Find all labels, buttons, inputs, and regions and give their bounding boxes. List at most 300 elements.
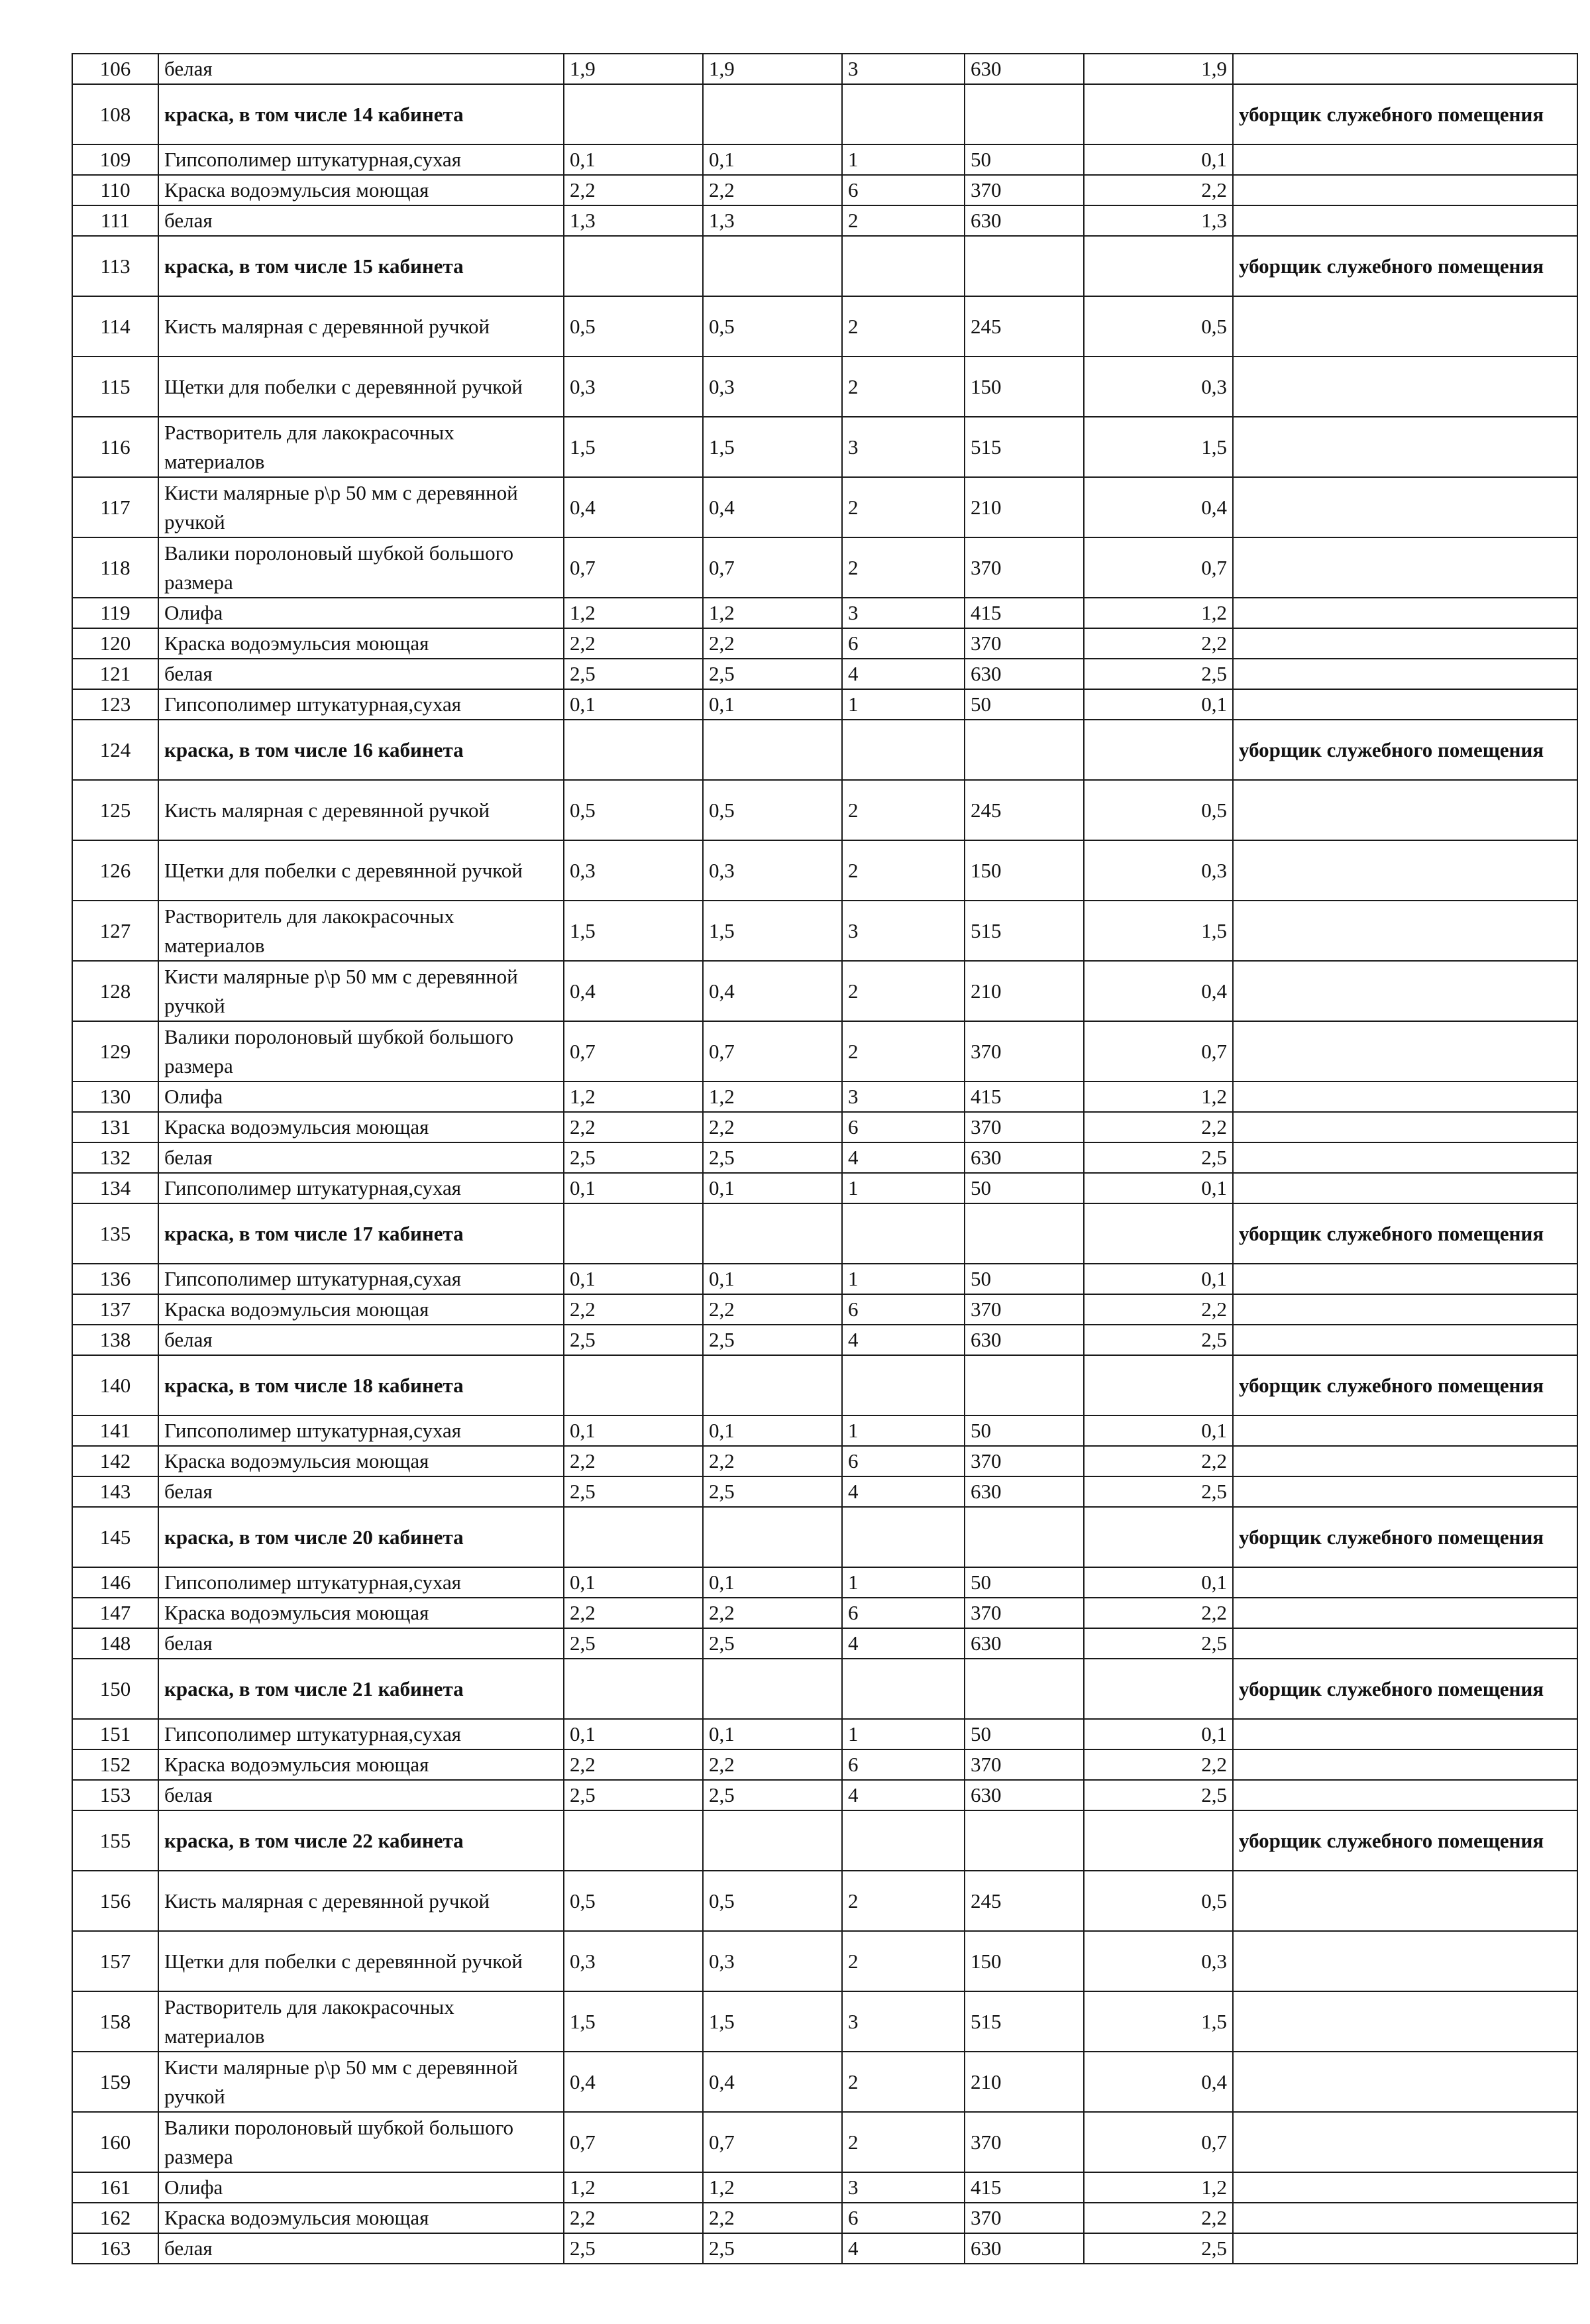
value-d-cell: 515 (965, 901, 1084, 961)
row-number-cell: 117 (72, 477, 158, 537)
value-c-cell: 2 (842, 2112, 965, 2172)
value-a-cell: 2,5 (564, 659, 703, 689)
table-row (72, 175, 1577, 205)
responsible-cell (1233, 144, 1577, 175)
value-c-cell: 2 (842, 961, 965, 1021)
value-e-cell: 2,5 (1084, 2233, 1233, 2264)
value-b-cell: 0,3 (703, 840, 842, 901)
value-b-cell: 0,1 (703, 1719, 842, 1749)
value-a-cell: 2,2 (564, 628, 703, 659)
row-number-cell: 146 (72, 1567, 158, 1598)
value-b-cell: 2,2 (703, 628, 842, 659)
value-c-cell: 2 (842, 537, 965, 598)
value-d-cell (965, 1507, 1084, 1567)
responsible-cell: уборщик служебного помещения (1233, 236, 1577, 296)
value-d-cell: 415 (965, 598, 1084, 628)
table-row (72, 1446, 1577, 1476)
row-number-cell: 135 (72, 1203, 158, 1264)
row-number-cell: 147 (72, 1598, 158, 1628)
value-d-cell: 515 (965, 1991, 1084, 2052)
value-c-cell: 2 (842, 205, 965, 236)
value-e-cell: 0,1 (1084, 1173, 1233, 1203)
value-b-cell: 0,4 (703, 477, 842, 537)
table-row (72, 2112, 1577, 2172)
value-e-cell: 2,5 (1084, 1476, 1233, 1507)
value-e-cell (1084, 1355, 1233, 1415)
value-a-cell: 0,1 (564, 1719, 703, 1749)
row-number-cell: 131 (72, 1112, 158, 1142)
value-b-cell: 0,7 (703, 537, 842, 598)
value-e-cell: 0,7 (1084, 537, 1233, 598)
value-d-cell: 50 (965, 1415, 1084, 1446)
table-row (72, 840, 1577, 901)
row-number-cell: 158 (72, 1991, 158, 2052)
row-number-cell: 161 (72, 2172, 158, 2203)
responsible-cell: уборщик служебного помещения (1233, 1203, 1577, 1264)
value-e-cell: 0,1 (1084, 689, 1233, 720)
value-b-cell: 2,5 (703, 1476, 842, 1507)
value-d-cell (965, 1659, 1084, 1719)
value-c-cell: 3 (842, 1991, 965, 2052)
responsible-cell (1233, 1415, 1577, 1446)
value-e-cell: 0,4 (1084, 961, 1233, 1021)
value-b-cell: 1,2 (703, 598, 842, 628)
value-b-cell: 1,3 (703, 205, 842, 236)
value-b-cell (703, 720, 842, 780)
value-e-cell (1084, 1507, 1233, 1567)
item-name-cell: Гипсополимер штукатурная,сухая (158, 689, 564, 720)
table-row (72, 1476, 1577, 1507)
value-d-cell: 370 (965, 1294, 1084, 1325)
row-number-cell: 140 (72, 1355, 158, 1415)
value-e-cell: 1,2 (1084, 1081, 1233, 1112)
table-row (72, 1081, 1577, 1112)
value-c-cell (842, 1355, 965, 1415)
responsible-cell (1233, 1325, 1577, 1355)
value-b-cell: 0,1 (703, 1173, 842, 1203)
responsible-cell (1233, 598, 1577, 628)
value-e-cell: 2,2 (1084, 628, 1233, 659)
value-a-cell (564, 720, 703, 780)
table-row (72, 54, 1577, 84)
table-row (72, 628, 1577, 659)
value-e-cell: 1,9 (1084, 54, 1233, 84)
item-name-cell: Растворитель для лакокрасочных материалов (158, 1991, 564, 2052)
value-e-cell: 1,2 (1084, 598, 1233, 628)
section-header-row (72, 1355, 1577, 1415)
value-a-cell: 2,5 (564, 1142, 703, 1173)
table-row (72, 1598, 1577, 1628)
value-c-cell: 2 (842, 477, 965, 537)
row-number-cell: 145 (72, 1507, 158, 1567)
table-row (72, 1628, 1577, 1659)
value-b-cell: 2,2 (703, 1112, 842, 1142)
value-a-cell: 1,5 (564, 1991, 703, 2052)
responsible-cell: уборщик служебного помещения (1233, 1659, 1577, 1719)
table-row (72, 1780, 1577, 1810)
value-d-cell: 630 (965, 205, 1084, 236)
value-c-cell: 6 (842, 628, 965, 659)
section-header-row (72, 1659, 1577, 1719)
value-d-cell: 50 (965, 1264, 1084, 1294)
item-name-cell: Краска водоэмульсия моющая (158, 1446, 564, 1476)
value-b-cell: 0,5 (703, 296, 842, 357)
value-b-cell: 2,5 (703, 659, 842, 689)
row-number-cell: 113 (72, 236, 158, 296)
value-e-cell: 2,2 (1084, 1446, 1233, 1476)
value-b-cell: 0,7 (703, 2112, 842, 2172)
row-number-cell: 119 (72, 598, 158, 628)
responsible-cell: уборщик служебного помещения (1233, 1507, 1577, 1567)
value-c-cell: 4 (842, 659, 965, 689)
value-c-cell: 2 (842, 780, 965, 840)
value-b-cell: 2,2 (703, 1446, 842, 1476)
value-e-cell: 0,4 (1084, 477, 1233, 537)
value-e-cell (1084, 1203, 1233, 1264)
responsible-cell (1233, 689, 1577, 720)
responsible-cell (1233, 357, 1577, 417)
table-row (72, 1294, 1577, 1325)
value-a-cell: 1,2 (564, 2172, 703, 2203)
value-c-cell: 2 (842, 840, 965, 901)
table-row (72, 1142, 1577, 1173)
value-c-cell: 4 (842, 2233, 965, 2264)
responsible-cell (1233, 1628, 1577, 1659)
value-b-cell: 2,2 (703, 175, 842, 205)
table-row (72, 144, 1577, 175)
value-c-cell: 2 (842, 2052, 965, 2112)
row-number-cell: 132 (72, 1142, 158, 1173)
item-name-cell: краска, в том числе 15 кабинета (158, 236, 564, 296)
item-name-cell: Кисти малярные р\р 50 мм с деревянной ручкой (158, 2052, 564, 2112)
value-d-cell: 50 (965, 1567, 1084, 1598)
value-e-cell: 0,1 (1084, 1719, 1233, 1749)
value-a-cell: 2,5 (564, 1780, 703, 1810)
value-b-cell: 0,5 (703, 780, 842, 840)
value-e-cell: 0,5 (1084, 780, 1233, 840)
row-number-cell: 130 (72, 1081, 158, 1112)
value-d-cell: 370 (965, 2203, 1084, 2233)
value-a-cell: 0,4 (564, 961, 703, 1021)
table-row (72, 1719, 1577, 1749)
value-b-cell: 1,2 (703, 2172, 842, 2203)
row-number-cell: 155 (72, 1810, 158, 1871)
value-e-cell: 2,5 (1084, 1142, 1233, 1173)
value-b-cell (703, 236, 842, 296)
value-d-cell: 630 (965, 1325, 1084, 1355)
value-e-cell (1084, 84, 1233, 144)
value-a-cell: 0,7 (564, 1021, 703, 1081)
item-name-cell: Олифа (158, 2172, 564, 2203)
value-b-cell: 2,2 (703, 1294, 842, 1325)
value-d-cell: 245 (965, 780, 1084, 840)
value-b-cell: 2,2 (703, 1598, 842, 1628)
value-b-cell: 2,5 (703, 1628, 842, 1659)
value-b-cell: 2,2 (703, 1749, 842, 1780)
value-c-cell (842, 84, 965, 144)
row-number-cell: 137 (72, 1294, 158, 1325)
table-body (72, 54, 1577, 2264)
value-d-cell: 150 (965, 840, 1084, 901)
value-c-cell: 3 (842, 54, 965, 84)
value-b-cell: 0,4 (703, 2052, 842, 2112)
value-a-cell: 1,9 (564, 54, 703, 84)
item-name-cell: Кисть малярная с деревянной ручкой (158, 1871, 564, 1931)
item-name-cell: Кисти малярные р\р 50 мм с деревянной ручкой (158, 961, 564, 1021)
responsible-cell (1233, 1294, 1577, 1325)
item-name-cell: Гипсополимер штукатурная,сухая (158, 1264, 564, 1294)
item-name-cell: белая (158, 54, 564, 84)
row-number-cell: 116 (72, 417, 158, 477)
value-e-cell: 1,5 (1084, 417, 1233, 477)
table-row (72, 961, 1577, 1021)
responsible-cell (1233, 1081, 1577, 1112)
value-e-cell: 0,1 (1084, 1264, 1233, 1294)
value-b-cell: 0,1 (703, 1264, 842, 1294)
value-e-cell (1084, 1810, 1233, 1871)
value-d-cell (965, 1810, 1084, 1871)
value-d-cell: 370 (965, 1598, 1084, 1628)
value-a-cell: 0,5 (564, 296, 703, 357)
value-c-cell: 3 (842, 1081, 965, 1112)
item-name-cell: Щетки для побелки с деревянной ручкой (158, 840, 564, 901)
responsible-cell (1233, 961, 1577, 1021)
value-c-cell: 1 (842, 689, 965, 720)
responsible-cell (1233, 2233, 1577, 2264)
item-name-cell: Краска водоэмульсия моющая (158, 1598, 564, 1628)
table-row (72, 1021, 1577, 1081)
item-name-cell: Гипсополимер штукатурная,сухая (158, 1567, 564, 1598)
responsible-cell (1233, 1598, 1577, 1628)
value-e-cell: 2,5 (1084, 1628, 1233, 1659)
value-c-cell: 6 (842, 1294, 965, 1325)
value-b-cell: 2,2 (703, 2203, 842, 2233)
responsible-cell (1233, 175, 1577, 205)
row-number-cell: 114 (72, 296, 158, 357)
value-b-cell: 2,5 (703, 1325, 842, 1355)
item-name-cell: Олифа (158, 598, 564, 628)
row-number-cell: 123 (72, 689, 158, 720)
responsible-cell (1233, 1780, 1577, 1810)
value-d-cell: 630 (965, 1780, 1084, 1810)
section-header-row (72, 1203, 1577, 1264)
value-b-cell (703, 1355, 842, 1415)
item-name-cell: белая (158, 1628, 564, 1659)
value-b-cell: 1,5 (703, 417, 842, 477)
responsible-cell (1233, 2052, 1577, 2112)
responsible-cell (1233, 1264, 1577, 1294)
row-number-cell: 106 (72, 54, 158, 84)
row-number-cell: 143 (72, 1476, 158, 1507)
responsible-cell (1233, 1719, 1577, 1749)
row-number-cell: 141 (72, 1415, 158, 1446)
table-row (72, 205, 1577, 236)
value-e-cell: 2,2 (1084, 2203, 1233, 2233)
value-a-cell (564, 1659, 703, 1719)
value-d-cell: 630 (965, 54, 1084, 84)
value-b-cell: 0,3 (703, 357, 842, 417)
value-a-cell: 0,5 (564, 780, 703, 840)
table-row (72, 1112, 1577, 1142)
value-e-cell: 0,5 (1084, 296, 1233, 357)
value-d-cell: 50 (965, 1719, 1084, 1749)
row-number-cell: 110 (72, 175, 158, 205)
row-number-cell: 127 (72, 901, 158, 961)
value-c-cell: 6 (842, 1112, 965, 1142)
table-row (72, 2052, 1577, 2112)
responsible-cell (1233, 1021, 1577, 1081)
table-row (72, 689, 1577, 720)
value-a-cell: 0,1 (564, 1173, 703, 1203)
responsible-cell (1233, 1749, 1577, 1780)
responsible-cell: уборщик служебного помещения (1233, 1810, 1577, 1871)
table-row (72, 598, 1577, 628)
responsible-cell (1233, 1142, 1577, 1173)
value-c-cell: 4 (842, 1476, 965, 1507)
value-a-cell: 0,7 (564, 537, 703, 598)
item-name-cell: Гипсополимер штукатурная,сухая (158, 1719, 564, 1749)
value-a-cell: 2,2 (564, 1446, 703, 1476)
value-e-cell: 0,3 (1084, 357, 1233, 417)
table-row (72, 901, 1577, 961)
value-c-cell: 4 (842, 1142, 965, 1173)
value-a-cell (564, 1507, 703, 1567)
item-name-cell: Растворитель для лакокрасочных материалов (158, 417, 564, 477)
table-row (72, 780, 1577, 840)
value-c-cell: 6 (842, 2203, 965, 2233)
value-c-cell: 2 (842, 357, 965, 417)
value-e-cell (1084, 720, 1233, 780)
table-row (72, 1264, 1577, 1294)
value-c-cell (842, 1507, 965, 1567)
value-a-cell: 1,5 (564, 417, 703, 477)
value-d-cell (965, 1355, 1084, 1415)
value-d-cell: 370 (965, 1021, 1084, 1081)
value-e-cell: 0,1 (1084, 1567, 1233, 1598)
value-c-cell: 3 (842, 598, 965, 628)
responsible-cell (1233, 54, 1577, 84)
value-a-cell (564, 84, 703, 144)
value-a-cell: 2,5 (564, 1628, 703, 1659)
value-b-cell: 1,2 (703, 1081, 842, 1112)
value-c-cell: 6 (842, 175, 965, 205)
item-name-cell: Краска водоэмульсия моющая (158, 1749, 564, 1780)
row-number-cell: 115 (72, 357, 158, 417)
row-number-cell: 126 (72, 840, 158, 901)
value-d-cell: 50 (965, 689, 1084, 720)
item-name-cell: краска, в том числе 17 кабинета (158, 1203, 564, 1264)
value-c-cell (842, 1810, 965, 1871)
value-e-cell: 0,5 (1084, 1871, 1233, 1931)
value-d-cell: 370 (965, 1112, 1084, 1142)
value-b-cell: 2,5 (703, 2233, 842, 2264)
value-a-cell: 2,2 (564, 1112, 703, 1142)
value-d-cell: 370 (965, 1749, 1084, 1780)
item-name-cell: краска, в том числе 16 кабинета (158, 720, 564, 780)
responsible-cell (1233, 1567, 1577, 1598)
value-a-cell (564, 1810, 703, 1871)
value-a-cell: 0,4 (564, 2052, 703, 2112)
value-a-cell: 0,1 (564, 144, 703, 175)
value-b-cell: 0,1 (703, 689, 842, 720)
row-number-cell: 121 (72, 659, 158, 689)
value-a-cell: 0,5 (564, 1871, 703, 1931)
row-number-cell: 142 (72, 1446, 158, 1476)
row-number-cell: 157 (72, 1931, 158, 1991)
table-row (72, 417, 1577, 477)
value-a-cell: 0,1 (564, 1567, 703, 1598)
item-name-cell: Краска водоэмульсия моющая (158, 1294, 564, 1325)
value-c-cell: 2 (842, 1021, 965, 1081)
responsible-cell (1233, 780, 1577, 840)
item-name-cell: белая (158, 1142, 564, 1173)
value-b-cell (703, 1659, 842, 1719)
value-c-cell: 1 (842, 1415, 965, 1446)
value-c-cell: 1 (842, 1567, 965, 1598)
item-name-cell: белая (158, 1325, 564, 1355)
value-b-cell: 1,5 (703, 901, 842, 961)
value-b-cell: 0,1 (703, 144, 842, 175)
value-d-cell: 150 (965, 357, 1084, 417)
value-d-cell: 370 (965, 2112, 1084, 2172)
value-e-cell: 1,5 (1084, 901, 1233, 961)
value-b-cell: 2,5 (703, 1780, 842, 1810)
value-a-cell: 0,7 (564, 2112, 703, 2172)
responsible-cell: уборщик служебного помещения (1233, 1355, 1577, 1415)
row-number-cell: 159 (72, 2052, 158, 2112)
value-d-cell: 50 (965, 1173, 1084, 1203)
value-c-cell: 6 (842, 1446, 965, 1476)
item-name-cell: Кисть малярная с деревянной ручкой (158, 296, 564, 357)
value-a-cell: 0,3 (564, 357, 703, 417)
value-d-cell: 245 (965, 296, 1084, 357)
value-a-cell: 0,3 (564, 840, 703, 901)
value-d-cell: 370 (965, 175, 1084, 205)
row-number-cell: 129 (72, 1021, 158, 1081)
responsible-cell: уборщик служебного помещения (1233, 720, 1577, 780)
value-c-cell: 3 (842, 901, 965, 961)
table-row (72, 1991, 1577, 2052)
value-c-cell: 1 (842, 1264, 965, 1294)
responsible-cell: уборщик служебного помещения (1233, 84, 1577, 144)
value-e-cell: 1,2 (1084, 2172, 1233, 2203)
value-e-cell (1084, 236, 1233, 296)
value-c-cell (842, 236, 965, 296)
value-d-cell: 630 (965, 1628, 1084, 1659)
value-e-cell: 2,2 (1084, 175, 1233, 205)
value-e-cell: 0,1 (1084, 144, 1233, 175)
value-d-cell: 630 (965, 1476, 1084, 1507)
value-d-cell: 370 (965, 628, 1084, 659)
value-d-cell: 210 (965, 477, 1084, 537)
value-b-cell (703, 1203, 842, 1264)
value-a-cell: 1,3 (564, 205, 703, 236)
responsible-cell (1233, 1112, 1577, 1142)
row-number-cell: 153 (72, 1780, 158, 1810)
value-e-cell: 2,5 (1084, 659, 1233, 689)
value-c-cell (842, 720, 965, 780)
value-d-cell: 370 (965, 1446, 1084, 1476)
table-row (72, 659, 1577, 689)
value-e-cell: 0,4 (1084, 2052, 1233, 2112)
responsible-cell (1233, 628, 1577, 659)
value-b-cell (703, 84, 842, 144)
item-name-cell: Гипсополимер штукатурная,сухая (158, 144, 564, 175)
value-a-cell: 0,1 (564, 689, 703, 720)
row-number-cell: 128 (72, 961, 158, 1021)
value-e-cell: 0,3 (1084, 840, 1233, 901)
value-c-cell: 3 (842, 2172, 965, 2203)
